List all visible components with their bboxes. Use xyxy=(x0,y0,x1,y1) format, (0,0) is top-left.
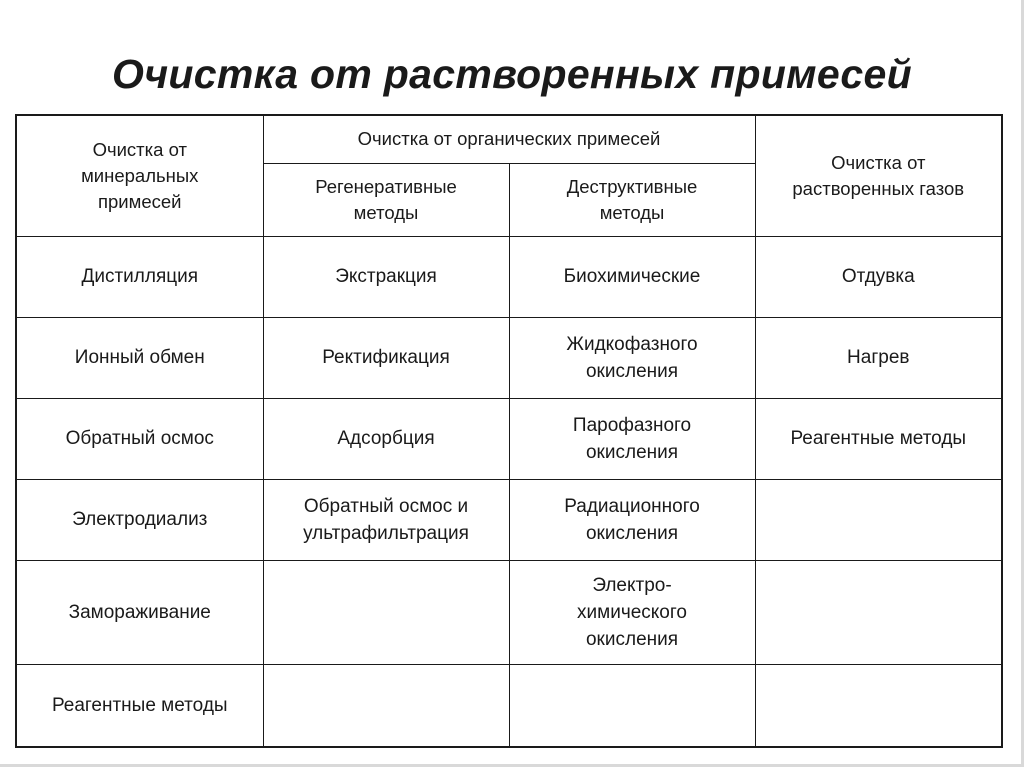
header-gases: Очистка от растворенных газов xyxy=(755,115,1002,236)
header-mineral: Очистка от минеральных примесей xyxy=(16,115,263,236)
purification-methods-table xyxy=(15,114,1003,748)
table-cell: Электро- химического окисления xyxy=(509,560,755,664)
table-row xyxy=(16,236,1002,317)
table-cell: Обратный осмос xyxy=(16,398,263,479)
table-cell: Реагентные методы xyxy=(755,398,1002,479)
table-cell: Ионный обмен xyxy=(16,317,263,398)
table-cell: Ректификация xyxy=(263,317,509,398)
table-cell xyxy=(263,560,509,664)
table-cell: Радиационного окисления xyxy=(509,479,755,560)
table-row xyxy=(16,560,1002,664)
table-cell: Замораживание xyxy=(16,560,263,664)
table-cell: Жидкофазного окисления xyxy=(509,317,755,398)
table-cell xyxy=(755,664,1002,747)
header-organic: Очистка от органических примесей xyxy=(263,115,755,163)
table-cell: Нагрев xyxy=(755,317,1002,398)
header-regenerative: Регенеративные методы xyxy=(263,163,509,236)
table-cell xyxy=(755,560,1002,664)
table-row xyxy=(16,398,1002,479)
table-cell: Электродиализ xyxy=(16,479,263,560)
table-cell: Реагентные методы xyxy=(16,664,263,747)
table-row xyxy=(16,317,1002,398)
table-cell: Обратный осмос и ультрафильтрация xyxy=(263,479,509,560)
table-cell: Дистилляция xyxy=(16,236,263,317)
table-row xyxy=(16,479,1002,560)
header-row-1 xyxy=(16,115,1002,163)
table-cell xyxy=(755,479,1002,560)
table-cell: Экстракция xyxy=(263,236,509,317)
header-destructive: Деструктивные методы xyxy=(509,163,755,236)
table-cell xyxy=(263,664,509,747)
table-row xyxy=(16,664,1002,747)
table-cell: Отдувка xyxy=(755,236,1002,317)
table-cell: Адсорбция xyxy=(263,398,509,479)
slide-title: Очистка от растворенных примесей xyxy=(112,51,912,97)
table-cell: Биохимические xyxy=(509,236,755,317)
table-cell xyxy=(509,664,755,747)
table-cell: Парофазного окисления xyxy=(509,398,755,479)
